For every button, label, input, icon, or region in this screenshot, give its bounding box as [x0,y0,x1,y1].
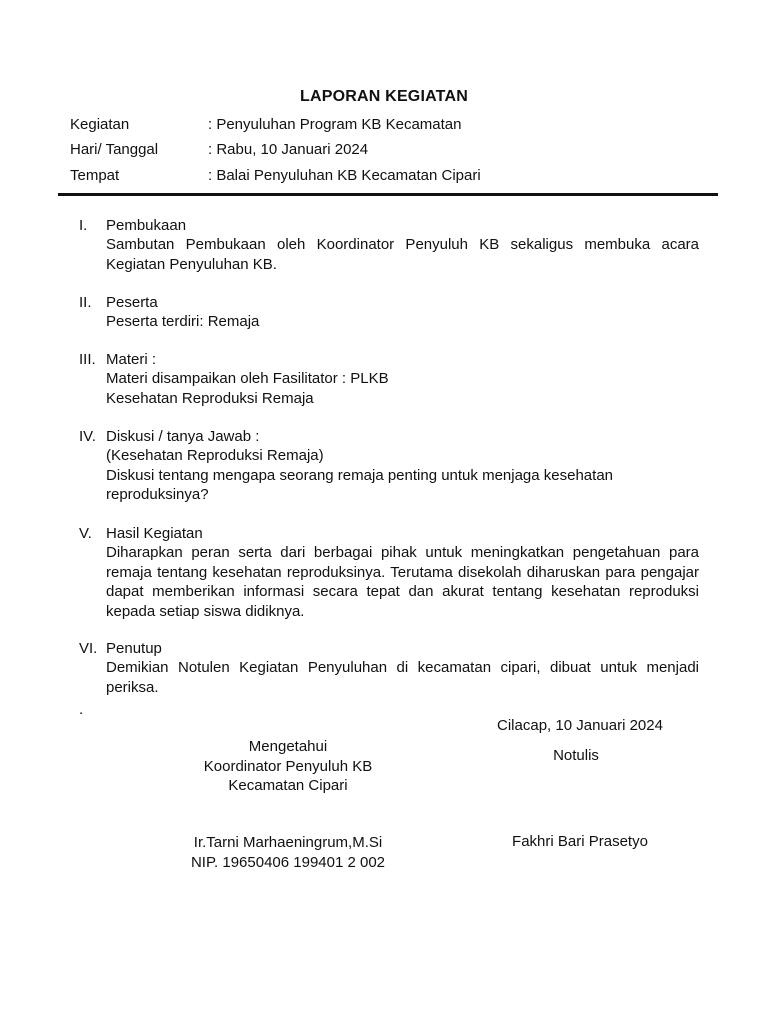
signature-name-koordinator: Ir.Tarni Marhaeningrum,M.Si [193,834,383,851]
section-heading: Peserta [106,294,158,311]
section-materi [79,350,699,408]
section-hasil-kegiatan [79,524,699,621]
signature-role-notulis: Notulis [553,747,599,764]
section-heading: Materi : [106,351,157,368]
signature-title: Koordinator Penyuluh KB [203,757,373,775]
section-line: Materi disampaikan oleh Fasilitator : PLKB [106,370,389,388]
section-heading: Diskusi / tanya Jawab : [106,428,260,445]
meta-value: : Penyuluhan Program KB Kecamatan [208,116,462,133]
signature-block-name [168,833,408,872]
section-diskusi [79,427,699,505]
section-paragraph: Diskusi tentang mengapa seorang remaja penting untuk menjaga kesehatan reproduksinya? [106,466,613,504]
section-line: (Kesehatan Reproduksi Remaja) [106,447,324,465]
meta-value: : Balai Penyuluhan KB Kecamatan Cipari [208,167,481,184]
meta-label: Kegiatan [70,116,130,133]
section-number: IV. [79,428,96,445]
header-divider [58,193,718,196]
section-number: II. [79,294,92,311]
section-paragraph: Diharapkan peran serta dari berbagai pihak untuk meningkatkan pengetahuan para remaja tentang kesehatan reproduksinya. Terutama disekolah diharuskan para pengajar dapat memberikan informasi secara tepat dan akurat tentang kesehatan reproduksi kepada setiap siswa didiknya. [106,544,699,620]
section-penutup [79,639,699,697]
signature-block-koordinator [168,737,408,796]
signature-office: Kecamatan Cipari [228,777,348,795]
section-paragraph: Demikian Notulen Kegiatan Penyuluhan di kecamatan cipari, dibuat untuk menjadi periksa. [106,659,699,696]
section-number: III. [79,351,96,368]
signature-nip: NIP. 19650406 199401 2 002 [190,853,386,871]
signature-mengetahui: Mengetahui [248,738,328,755]
section-paragraph: Sambutan Pembukaan oleh Koordinator Penyuluh KB sekaligus membuka acara Kegiatan Penyuluhan KB. [106,236,699,273]
meta-label: Hari/ Tanggal [70,141,159,158]
signature-place-date: Cilacap, 10 Januari 2024 [497,717,663,734]
section-number: I. [79,217,88,234]
stray-dot: . [79,701,84,718]
meta-label: Tempat [70,167,120,184]
meta-value: : Rabu, 10 Januari 2024 [208,141,369,158]
section-number: V. [79,525,92,542]
section-peserta [79,293,699,332]
section-line: Kesehatan Reproduksi Remaja [106,389,314,407]
section-heading: Penutup [106,640,162,657]
section-heading: Hasil Kegiatan [106,525,203,542]
section-heading: Pembukaan [106,217,187,234]
section-line: Peserta terdiri: Remaja [106,313,260,331]
signature-name-notulis: Fakhri Bari Prasetyo [512,833,648,850]
section-pembukaan [79,216,699,274]
section-number: VI. [79,640,98,657]
report-title: LAPORAN KEGIATAN [300,88,468,105]
